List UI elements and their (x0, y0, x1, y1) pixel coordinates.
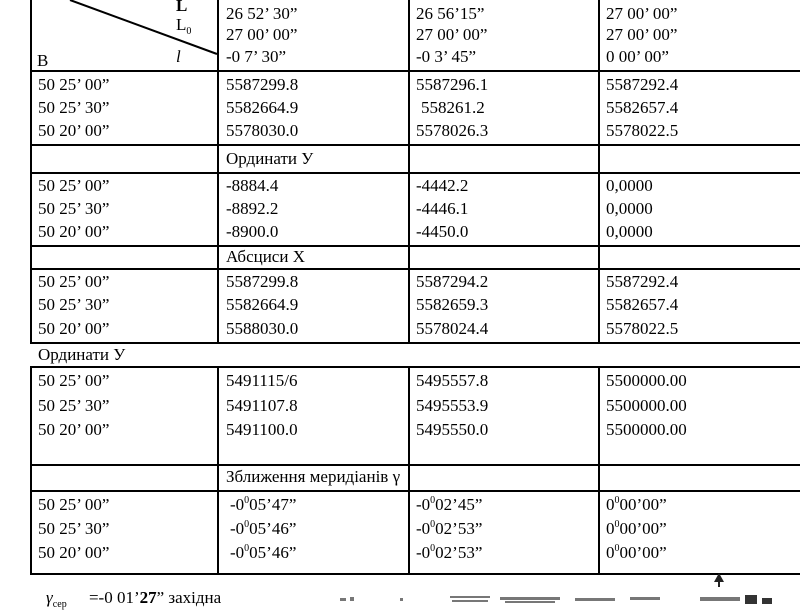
table-cell: -8892.2 (226, 199, 279, 218)
grid-line (30, 245, 800, 247)
table-cell: 5582664.9 (226, 98, 299, 117)
table-cell: $-0^002’45$” (416, 495, 483, 514)
row-label: 50 25’ 30” (38, 295, 110, 314)
header-col1-L: 26 52’ 30” (226, 4, 298, 23)
header-col2-L0: 27 00’ 00” (416, 25, 488, 44)
table-cell: 0,0000 (606, 176, 653, 195)
row-label: 50 25’ 30” (38, 396, 110, 415)
row-label: 50 20’ 00” (38, 222, 110, 241)
table-cell: $-0^002’53$” (416, 519, 483, 538)
table-cell: 5588030.0 (226, 319, 299, 338)
table-cell: 5587294.2 (416, 272, 489, 291)
row-label: 50 20’ 00” (38, 420, 110, 439)
grid-line (30, 144, 800, 146)
grid-line (30, 172, 800, 174)
table-cell: 5587292.4 (606, 272, 679, 291)
grid-line (30, 366, 32, 575)
table-cell: 5582657.4 (606, 98, 679, 117)
grid-line (30, 464, 800, 466)
header-label-l: l (176, 47, 181, 66)
table-cell: 5500000.00 (606, 396, 687, 415)
grid-line (598, 366, 600, 575)
table-cell: 5587296.1 (416, 75, 489, 94)
grid-line (408, 366, 410, 575)
table-cell: 5500000.00 (606, 371, 687, 390)
table-cell: 5578022.5 (606, 319, 679, 338)
table-cell: 5495553.9 (416, 396, 489, 415)
header-col3-L0: 27 00’ 00” (606, 25, 678, 44)
grid-line (217, 366, 219, 575)
table-cell: 5582659.3 (416, 295, 489, 314)
header-col1-L0: 27 00’ 00” (226, 25, 298, 44)
row-label: 50 25’ 00” (38, 272, 110, 291)
row-label: 50 25’ 00” (38, 75, 110, 94)
grid-line (30, 366, 800, 368)
header-col3-L: 27 00’ 00” (606, 4, 678, 23)
header-label-L: L (176, 0, 188, 15)
table-cell: 5587299.8 (226, 272, 299, 291)
row-label: 50 20’ 00” (38, 121, 110, 140)
table-cell: -4450.0 (416, 222, 469, 241)
row-label: 50 25’ 00” (38, 495, 110, 514)
footer-gamma-average: $\gamma_{сер} =-0$ 01’27” західна (46, 588, 222, 610)
header-label-L0: $L_0$ (176, 15, 192, 37)
row-label: 50 25’ 30” (38, 519, 110, 538)
scan-artifact-noise (340, 592, 780, 608)
row-label: 50 25’ 00” (38, 176, 110, 195)
grid-line (30, 490, 800, 492)
table-cell: 5495550.0 (416, 420, 489, 439)
table-cell: 5582657.4 (606, 295, 679, 314)
table-cell: $-0^005’46$” (230, 543, 297, 562)
grid-line (30, 268, 800, 270)
row-label: 50 25’ 00” (38, 371, 110, 390)
grid-line (30, 342, 800, 344)
table-cell: 5491107.8 (226, 396, 298, 415)
table-cell: $-0^005’46$” (230, 519, 297, 538)
table-cell: $0^000’00$” (606, 495, 667, 514)
header-col2-L: 26 56’15” (416, 4, 485, 23)
scan-artifact-arrow (712, 572, 726, 588)
table-cell: 0,0000 (606, 199, 653, 218)
grid-line (598, 0, 600, 344)
table-cell: 5500000.00 (606, 420, 687, 439)
section-title: Ординати У (38, 345, 126, 364)
header-label-B: B (37, 51, 49, 70)
table-cell: 5578026.3 (416, 121, 489, 140)
table-cell: $-0^005’47$” (230, 495, 297, 514)
row-label: 50 20’ 00” (38, 543, 110, 562)
table-cell: 5578030.0 (226, 121, 299, 140)
grid-line (408, 0, 410, 344)
table-cell: $0^000’00$” (606, 519, 667, 538)
table-cell: 5578024.4 (416, 319, 489, 338)
table-cell: -4442.2 (416, 176, 469, 195)
table-cell: 0,0000 (606, 222, 653, 241)
grid-line (30, 573, 800, 575)
section-title: Зближення меридіанів γ (226, 467, 401, 486)
section-title: Абсциси Х (226, 247, 305, 266)
table-cell: -8884.4 (226, 176, 279, 195)
table-cell: $0^000’00$” (606, 543, 667, 562)
table-cell: 5582664.9 (226, 295, 299, 314)
header-col1-l: -0 7’ 30” (226, 47, 287, 66)
row-label: 50 20’ 00” (38, 319, 110, 338)
table-cell: -8900.0 (226, 222, 279, 241)
header-col3-l: 0 00’ 00” (606, 47, 669, 66)
table-cell: 5491115/6 (226, 371, 298, 390)
table-cell: 5578022.5 (606, 121, 679, 140)
table-cell: 5491100.0 (226, 420, 298, 439)
table-cell: 5495557.8 (416, 371, 489, 390)
header-col2-l: -0 3’ 45” (416, 47, 477, 66)
table-cell: -4446.1 (416, 199, 469, 218)
table-cell: $-0^002’53$” (416, 543, 483, 562)
row-label: 50 25’ 30” (38, 199, 110, 218)
table-cell: 5587292.4 (606, 75, 679, 94)
row-label: 50 25’ 30” (38, 98, 110, 117)
section-title: Ординати У (226, 149, 314, 168)
table-cell: 5587299.8 (226, 75, 299, 94)
table-cell: 558261.2 (421, 98, 485, 117)
